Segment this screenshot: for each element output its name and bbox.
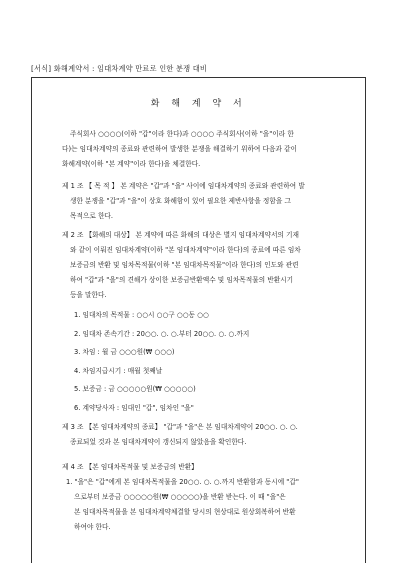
article-4 [62, 460, 360, 535]
contract-title: 화 해 계 약 서 [150, 99, 247, 109]
article-line: 본 임대차목적물을 본 임대차계약체결할 당시의 현상대로 원상회복하여 반환 [74, 508, 296, 516]
list-item: 4. 차임지급시기 : 매월 첫째날 [74, 366, 163, 375]
list-item: 6. 계약당사자 : 임대인 "갑", 임차인 "을" [74, 403, 194, 412]
list-item: 3. 차임 : 월 금 ○○○원(₩ ○○○) [74, 348, 175, 356]
contract-items-list [74, 306, 360, 417]
contract-frame [31, 77, 366, 563]
list-item: 5. 보증금 : 금 ○○○○○원(₩ ○○○○○) [74, 385, 196, 393]
article-line: 목적으로 한다. [70, 212, 114, 220]
article-line: 제 1 조 【 목 적 】 본 계약은 "갑"과 "을" 사이에 임대차계약의 종료와 관련하여 발 [62, 182, 305, 190]
article-line: 제 2 조 【화해의 대상】 본 계약에 따른 화해의 대상은 별지 임대차계약서의 기재 [62, 231, 299, 239]
article-line: 제 4 조 【본 임대차목적물 및 보증금의 반환】 [62, 463, 198, 471]
preamble [62, 127, 360, 172]
article-line: 하여 "갑"과 "을"의 견해가 상이한 보증금반환액수 및 임차목적물의 반환시기 [70, 276, 294, 284]
list-item: 1. 임대차의 목적물 : ○○시 ○○구 ○○동 ○○ [74, 311, 209, 319]
article-line: 보증금의 반환 및 임차목적물(이하 "본 임대차목적물"이라 한다)의 인도와 관련 [70, 261, 299, 269]
article-line: 으로부터 보증금 ○○○○○원(₩ ○○○○○)을 반환 받는다. 이 때 "을"은 [74, 493, 286, 501]
article-3 [62, 420, 360, 450]
preamble-line: 다)는 임대차계약의 종료와 관련하여 발생한 분쟁을 해결하기 위하여 다음과 같이 [62, 145, 297, 153]
preamble-line: 화해계약(이하 "본 계약"이라 한다)을 체결한다. [62, 160, 201, 168]
preamble-line: 주식회사 ○○○○(이하 "갑"이라 한다)과 ○○○○ 주식회사(이하 "을"이라 한 [70, 130, 294, 138]
article-line: 등을 말한다. [70, 291, 107, 299]
list-item: 2. 임대차 존속기간 : 20○○. ○. ○.부터 20○○. ○. ○.까지 [74, 329, 250, 338]
article-line: 생한 분쟁을 "갑"과 "을"이 상호 화해함이 있어 필요한 제반사항을 정함을 그 [70, 197, 291, 205]
article-line: 하여야 한다. [74, 523, 111, 531]
article-line: 와 같이 이뤄진 임대차계약(이하 "본 임대차계약"이라 한다)의 종료에 따른 임차 [70, 246, 301, 254]
document-caption: [서식] 화해계약서 : 임대차계약 만료로 인한 분쟁 대비 [31, 64, 208, 73]
article-1 [62, 179, 360, 224]
article-2 [62, 228, 360, 303]
article-line: 제 3 조 【본 임대차계약의 종료】 "갑"과 "을"은 본 임대차계약이 20○○. ○. ○. [62, 423, 298, 431]
article-line: 종료되었 것과 본 임대차계약이 갱신되지 않았음을 확인한다. [70, 438, 247, 446]
article-line: 1. "을"은 "갑"에게 본 임대차목적물을 20○○. ○. ○.까지 반환함과 동시에 "갑" [66, 478, 299, 486]
